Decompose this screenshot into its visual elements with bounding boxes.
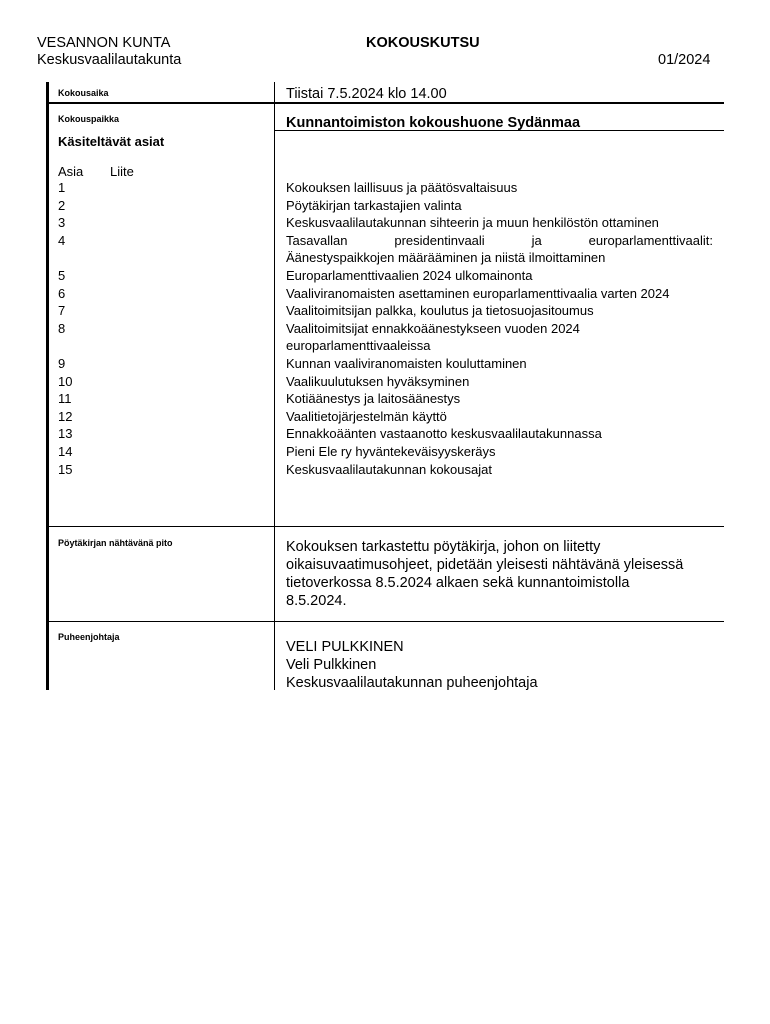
meeting-place-value: Kunnantoimiston kokoushuone Sydänmaa (286, 115, 581, 131)
agenda-item-title: Äänestyspaikkojen määrääminen ja niistä ilmoittaminen (286, 250, 606, 266)
meeting-time-value: Tiistai 7.5.2024 klo 14.00 (286, 86, 447, 102)
table-divider (49, 621, 724, 622)
agenda-item-title: Pieni Ele ry hyväntekeväisyyskeräys (286, 444, 496, 459)
agenda-column-item: Asia (58, 164, 84, 179)
document-title: KOKOUSKUTSU (366, 35, 480, 51)
table-divider (49, 102, 724, 104)
meeting-table (46, 82, 724, 690)
agenda-item-number: 7 (58, 303, 66, 319)
agenda-item-number: 13 (58, 426, 73, 442)
agenda-item-title: Kunnan vaaliviranomaisten kouluttaminen (286, 356, 527, 371)
agenda-item-number: 5 (58, 268, 66, 283)
minutes-display-text (286, 538, 683, 610)
minutes-line: 8.5.2024. (286, 593, 347, 609)
agenda-item-number: 14 (58, 444, 73, 459)
agenda-item-title: Vaalitoimitsijat ennakkoäänestykseen vuoden 2024 (286, 320, 580, 336)
municipality-name: VESANNON KUNTA (37, 35, 171, 51)
agenda-item-title: Vaalikuulutuksen hyväksyminen (286, 373, 470, 389)
agenda-item-title: Pöytäkirjan tarkastajien valinta (286, 197, 462, 213)
committee-name: Keskusvaalilautakunta (37, 52, 182, 68)
agenda-item-number: 4 (58, 232, 66, 248)
table-left-border (46, 82, 49, 690)
agenda-item-number: 8 (58, 320, 66, 336)
agenda-column-attachment: Liite (110, 164, 134, 179)
agenda-item-title: Keskusvaalilautakunnan sihteerin ja muun henkilöstön ottaminen (286, 215, 659, 231)
agenda-item-number: 1 (58, 180, 66, 195)
chair-name: Veli Pulkkinen (286, 657, 377, 673)
agenda-item-number: 10 (58, 373, 73, 389)
agenda-section-title: Käsiteltävät asiat (58, 134, 165, 149)
agenda-item-number: 3 (58, 215, 66, 231)
agenda-item-title: Europarlamenttivaalien 2024 ulkomainonta (286, 268, 533, 283)
document-number: 01/2024 (658, 52, 711, 68)
agenda-item-title: Vaaliviranomaisten asettaminen europarlamenttivaalia varten 2024 (286, 285, 670, 301)
meeting-place-label: Kokouspaikka (58, 114, 120, 124)
chair-role: Keskusvaalilautakunnan puheenjohtaja (286, 675, 538, 691)
minutes-line: oikaisuvaatimusohjeet, pidetään yleisesti nähtävänä yleisessä (286, 557, 684, 573)
agenda-item-title: Ennakkoäänten vastaanotto keskusvaalilautakunnassa (286, 426, 602, 442)
agenda-item-title: Vaalitietojärjestelmän käyttö (286, 408, 447, 424)
agenda-item-word: Tasavallan (286, 232, 348, 248)
minutes-line: Kokouksen tarkastettu pöytäkirja, johon on liitetty (286, 539, 601, 555)
minutes-line: tietoverkossa 8.5.2024 alkaen sekä kunnantoimistolla (286, 575, 630, 591)
agenda-item-number: 11 (58, 391, 72, 407)
agenda-item-title: Kokouksen laillisuus ja päätösvaltaisuus (286, 180, 518, 195)
chair-name-upper: VELI PULKKINEN (286, 639, 404, 655)
chair-label: Puheenjohtaja (58, 632, 120, 642)
agenda-item-title: Kotiäänestys ja laitosäänestys (286, 391, 461, 407)
agenda-item-title: Vaalitoimitsijan palkka, koulutus ja tietosuojasitoumus (286, 303, 594, 319)
agenda-item-number: 9 (58, 356, 66, 371)
agenda-item-word: presidentinvaali (394, 232, 485, 248)
chair-signature-block (286, 638, 538, 692)
minutes-display-label: Pöytäkirjan nähtävänä pito (58, 538, 173, 548)
agenda-item-number: 12 (58, 408, 73, 424)
agenda-item-title: europarlamenttivaaleissa (286, 338, 431, 354)
agenda-item-number: 6 (58, 285, 66, 301)
meeting-time-label: Kokousaika (58, 88, 109, 98)
agenda-item-number: 2 (58, 197, 66, 213)
agenda-item-number: 15 (58, 461, 73, 477)
agenda-item-title (286, 233, 713, 248)
table-column-divider (274, 82, 275, 690)
agenda-item-title: Keskusvaalilautakunnan kokousajat (286, 461, 492, 477)
table-divider (49, 526, 724, 527)
agenda-item-word: europarlamenttivaalit: (588, 232, 713, 248)
agenda-item-word: ja (531, 232, 542, 248)
